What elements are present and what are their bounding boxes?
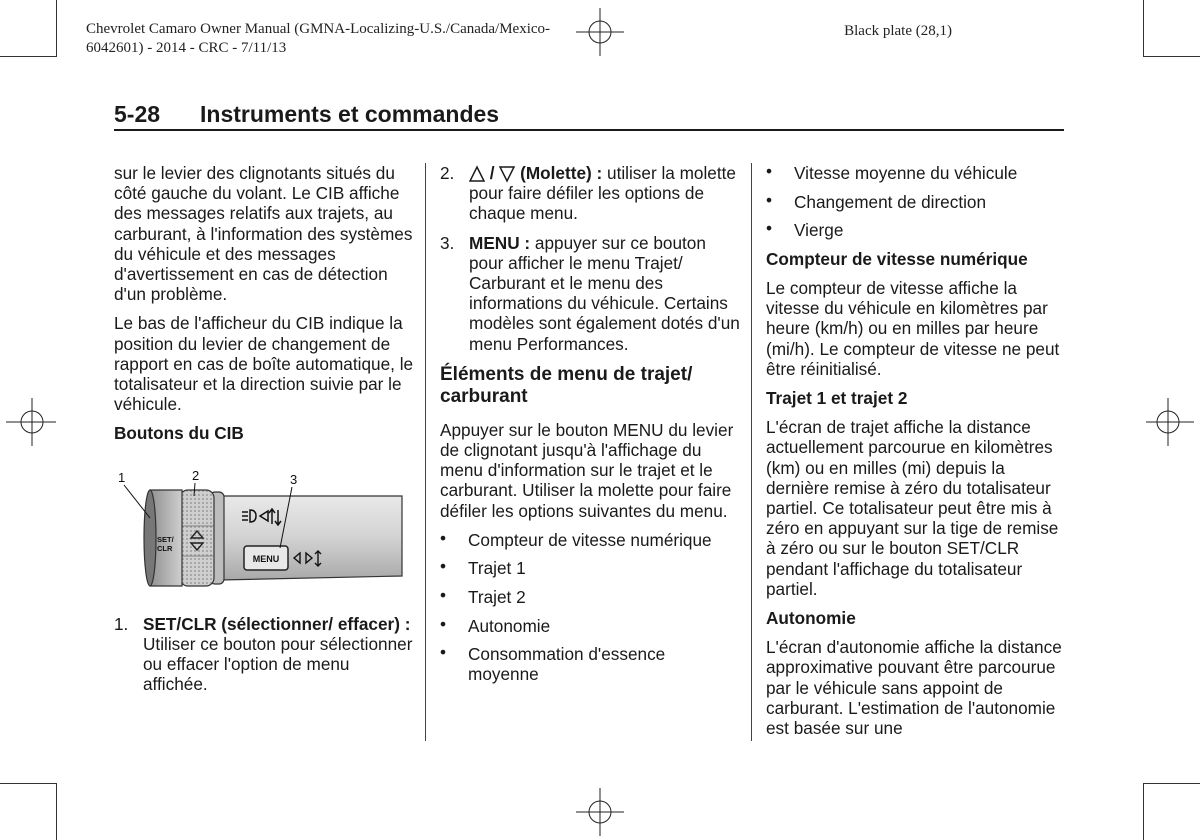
list-item: • Vierge [766,220,1066,240]
column-divider [425,163,426,741]
plate-label: Black plate (28,1) [844,23,952,39]
list-item: • Changement de direction [766,192,1066,212]
cib-buttons-illustration [110,466,406,598]
numbered-item-2 [440,163,740,224]
list-item: • Trajet 1 [440,558,740,578]
list-item: • Autonomie [440,616,740,636]
item-term: (Molette) : [515,163,603,183]
page-header [114,101,1064,131]
list-item: • Consommation d'essence moyenne [440,644,740,684]
registration-mark-left [2,396,56,448]
set-clr-label: SET/ CLR [157,534,174,553]
item-term: SET/CLR (sélectionner/ effacer) : [143,613,411,634]
section-subheading: Éléments de menu de trajet/ carburant [440,363,693,407]
item-description: utiliser la molette pour faire défiler les options de chaque menu. [469,163,736,224]
crop-mark [0,56,57,57]
list-item: • Vitesse moyenne du véhicule [766,163,1066,183]
paragraph: L'écran d'autonomie affiche la distance approximative pouvant être parcourue par le véhicule sans appoint de carburant. L'estimation de l'autonomie est basée sur une [766,637,1062,739]
paragraph: Le compteur de vitesse affiche la vitesse du véhicule en kilomètres par heure (km/h) ou en milles par heure (mi/h). Le compteur de vitesse ne peut être réinitialisé. [766,277,1060,379]
print-metadata-line1: Chevrolet Camaro Owner Manual (GMNA-Localizing-U.S./Canada/Mexico- [86,21,551,37]
callout-3: 3 [290,471,298,487]
crop-mark [56,783,57,840]
paragraph: Appuyer sur le bouton MENU du levier de clignotant jusqu'à l'affichage du menu d'information sur le trajet et le carburant. Utiliser la molette pour faire défiler les options suivantes du menu. [440,419,734,521]
print-metadata-line2: 6042601) - 2014 - CRC - 7/11/13 [86,40,287,56]
print-metadata [86,20,550,58]
crop-mark [1143,783,1200,784]
page-number: 5-28 [114,101,161,127]
crop-mark [0,783,57,784]
subheading: Compteur de vitesse numérique [766,248,1028,269]
registration-mark-top [570,6,630,58]
menu-button-label: MENU [252,553,280,564]
menu-items-list-continued [766,163,1066,240]
column-1 [114,163,414,703]
crop-mark [56,0,57,57]
item-number: 3. [440,232,455,253]
crop-mark [1143,783,1144,840]
column-3 [766,163,1066,747]
menu-items-list [440,530,740,685]
subheading: Trajet 1 et trajet 2 [766,388,908,408]
triangle-down-icon [499,165,515,183]
callout-2: 2 [192,467,200,483]
registration-mark-bottom [570,786,630,838]
paragraph: Le bas de l'afficheur du CIB indique la position du levier de changement de rapport en cas de boîte automatique, le totalisateur et la direction suivie par le véhicule. [114,313,414,415]
registration-mark-right [1146,396,1200,448]
numbered-item-1 [114,614,414,695]
numbered-item-3 [440,233,740,354]
item-number: 1. [114,613,129,634]
paragraph: sur le levier des clignotants situés du côté gauche du volant. Le CIB affiche des messages relatifs aux trajets, au carburant, à l'information des systèmes du véhicule et des messages d'avertissement en cas de détection d'un problème. [114,163,413,305]
crop-mark [1143,56,1200,57]
column-2 [440,163,740,693]
item-term-separator: / [489,163,500,183]
paragraph: L'écran de trajet affiche la distance actuellement parcourue en kilomètres (km) ou en milles (mi) depuis la dernière remise à zéro du totalisateur partiel. Ce totalisateur peut être mis à zéro en appuyant sur la tige de remise à zéro ou sur le bouton SET/CLR pendant l'affichage du totalisateur partiel. [766,417,1059,599]
callout-1: 1 [118,469,126,485]
triangle-up-icon [469,165,485,183]
item-description: appuyer sur ce bouton pour afficher le menu Trajet/ Carburant et le menu des informations du véhicule. Certains modèles sont également dotés d'un menu Performances. [469,232,740,354]
subheading: Boutons du CIB [114,423,244,444]
item-number: 2. [440,163,455,183]
column-divider [751,163,752,741]
subheading: Autonomie [766,608,856,629]
crop-mark [1143,0,1144,57]
item-description: Utiliser ce bouton pour sélectionner ou effacer l'option de menu affichée. [143,633,413,695]
list-item: • Trajet 2 [440,587,740,607]
section-title: Instruments et commandes [200,101,500,127]
item-term: MENU : [469,232,531,253]
list-item: • Compteur de vitesse numérique [440,530,740,550]
